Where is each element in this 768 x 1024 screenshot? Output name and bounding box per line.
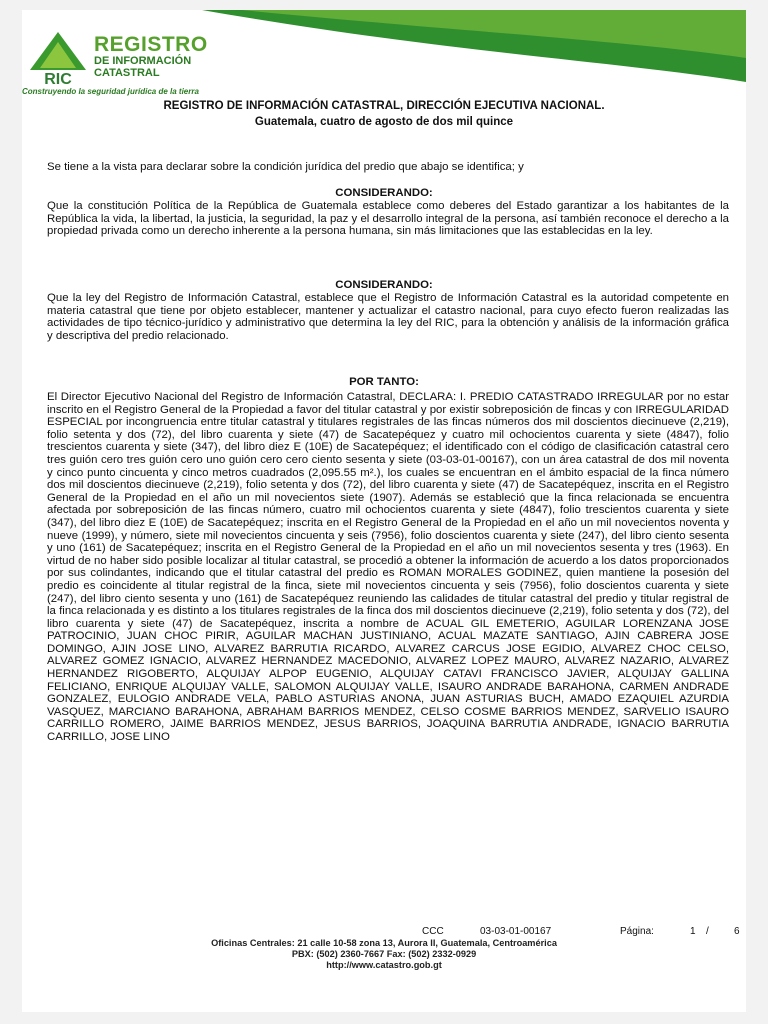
brand-tagline: Construyendo la seguridad jurídica de la tierra — [22, 87, 199, 96]
intro-text: Se tiene a la vista para declarar sobre la condición jurídica del predio que abajo se identifica; y — [47, 161, 524, 173]
por-tanto-heading: POR TANTO: — [349, 376, 419, 388]
considerando-2-text: Que la ley del Registro de Información Catastral, establece que el Registro de Información Catastral es la autoridad competente en materia catastral que tiene por objeto establecer, mantener y actualizar el catastro nacional, para cuyo efecto fueron realizadas las actividades de tipo técnico-jurídico y administrativo que determina la ley del RIC, para la obtención y análisis de la información gráfica y descriptiva del predio relacionado. — [47, 292, 729, 342]
logo-mark-text: RIC — [44, 71, 72, 86]
brand-subtitle-1: DE INFORMACIÓN — [94, 55, 192, 67]
considerando-2-heading: CONSIDERANDO: — [335, 279, 433, 291]
brand-title: REGISTRO — [94, 33, 208, 56]
office-website: http://www.catastro.gob.gt — [326, 960, 442, 970]
document-page — [22, 10, 746, 1012]
document-title: REGISTRO DE INFORMACIÓN CATASTRAL, DIRECCIÓN EJECUTIVA NACIONAL. — [163, 100, 605, 112]
considerando-1-text: Que la constitución Política de la República de Guatemala establece como deberes del Estado garantizar a los habitantes de la República la vida, la libertad, la justicia, la seguridad, la paz y el desarrollo integral de la persona, así también reconoce el derecho a la propiedad privada como un derecho inherente a la persona humana, sin más limitaciones que las establecidas en la ley. — [47, 200, 729, 238]
document-date: Guatemala, cuatro de agosto de dos mil quince — [254, 116, 514, 128]
ccc-label: CCC — [422, 926, 444, 937]
page-total: 6 — [734, 926, 740, 937]
office-phone: PBX: (502) 2360-7667 Fax: (502) 2332-0929 — [291, 949, 477, 959]
por-tanto-text: El Director Ejecutivo Nacional del Registro de Información Catastral, DECLARA: I. PREDIO CATASTRADO IRREGULAR por no estar inscrito en el Registro General de la Propiedad a favor del titular catastral y por existir sobreposición de fincas y con IRREGULARIDAD ESPECIAL por incongruencia entre titular catastral y titulares registrales de las fincas números dos mil doscientos diecinueve (2,219), folio setenta y dos (72), del libro cuarenta y siete (47) de Sacatepéquez y cuatro mil ochocientos cuarenta y siete (4847), folio trescientos cuarenta y siete (347), del libro diez E (10E) de Sacatepéquez; el identificado con el código de clasificación catastral cero tres guión cero tres guión cero uno guión cero cero ciento sesenta y siete (03-03-01-00167), con un área catastral de dos mil noventa y cinco punto cincuenta y cinco metros cuadrados (2,095.55 m².), los cuales se encuentran en el ámbito espacial de la finca número dos mil doscientos diecinueve (2,219), folio setenta y dos (72), del libro cuarenta y siete (47) de Sacatepéquez, inscrita en el Registro General de la Propiedad en el año un mil novecientos siete (1907). Además se estableció que la finca relacionada se encuentra afectada por sobreposición de las fincas número, cuatro mil ochocientos cuarenta y siete (4847), folio trescientos cuarenta y siete (347), del libro diez E (10E) de Sacatepéquez; inscrita en el Registro General de la Propiedad en el año un mil novecientos noventa y nueve (1999), y número, siete mil novecientos cincuenta y seis (7956), folio doscientos cuarenta y siete (247), del libro ciento sesenta y uno (161) de Sacatepéquez; inscrita en el Registro General de la Propiedad en el año un mil novecientos sesenta y tres (1963). En virtud de no haber sido posible localizar al titular catastral, se procedió a obtener la información de acuerdo a los datos proporcionados por sus colindantes, indicando que el titular catastral del predio es ROMAN MORALES GODINEZ, quien mantiene la posesión del predio es coincidente al titular registral de la finca, siete mil novecientos cincuenta y seis (7956), folio doscientos cuarenta y siete (247), del libro ciento sesenta y uno (161) de Sacatepéquez reuniendo las calidades de titular catastral del predio y titular registral de la finca relacionada y es distinto a los titulares registrales de la finca dos mil doscientos diecinueve (2,219), folio setenta y dos (72), del libro cuarenta y siete (47) de Sacatepéquez, inscrita a nombre de ACUAL GIL EMETERIO, AGUILAR LORENZANA JOSE PATROCINIO, JUAN CHOC PIRIR, AGUILAR MACHAN JUSTINIANO, ACUAL MAZATE SANTIAGO, AJIN CABRERA JOSE DOMINGO, AJIN JOSE LINO, ALVAREZ BARRUTIA RICARDO, ALVAREZ CARCUS JOSE EGIDIO, ALVAREZ CHOC CELSO, ALVAREZ GOMEZ IGNACIO, ALVAREZ HERNANDEZ MACEDONIO, ALVAREZ LOPEZ MAURO, ALVAREZ NAZARIO, ALVAREZ HERNANDEZ RIGOBERTO, ALQUIJAY ALPOP EUGENIO, ALQUIJAY CATAVI FRANCISCO JAVIER, ALQUIJAY GALLINA FELICIANO, ENRIQUE ALQUIJAY VALLE, SALOMON ALQUIJAY VALLE, ISAURO ANDRADE BARAHONA, CARMEN ANDRADE GONZALEZ, EULOGIO ANDRADE VELA, PABLO ASTURIAS ANONA, JUAN ASTURIAS BUCH, AMADO EZAQUIEL AZURDIA VASQUEZ, MARCIANO BARAHONA, ABRAHAM BARRIOS MENDEZ, CELSO COSME BARRIOS MENDEZ, SARVELIO ISAURO CARRILLO ROMERO, JAIME BARRIOS MENDEZ, JESUS BARRIOS, JOAQUINA BARRUTIA ANDRADE, IGNACIO BARRUTIA CARRILLO, JOSE LINO — [47, 391, 729, 744]
ric-logo-icon — [24, 30, 92, 86]
page-current: 1 — [690, 926, 696, 937]
page-separator: / — [706, 926, 709, 937]
considerando-1-heading: CONSIDERANDO: — [335, 187, 433, 199]
page-label: Página: — [620, 926, 654, 937]
ccc-value: 03-03-01-00167 — [480, 926, 552, 937]
office-info — [22, 938, 746, 971]
brand-subtitle-2: CATASTRAL — [94, 67, 160, 79]
office-address: Oficinas Centrales: 21 calle 10-58 zona 13, Aurora II, Guatemala, Centroamérica — [211, 938, 557, 948]
brand-block — [94, 34, 208, 79]
